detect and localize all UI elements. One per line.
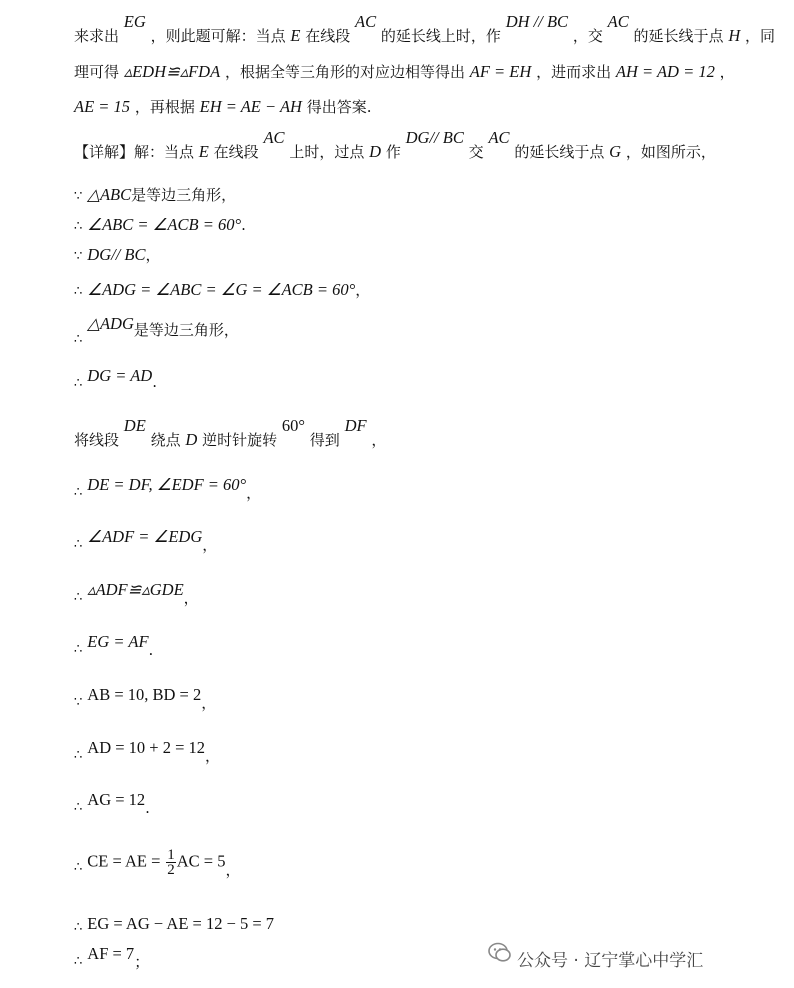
line-19 (74, 848, 240, 877)
text: ， (201, 694, 217, 712)
math: E (198, 142, 209, 161)
math: 60° (281, 416, 305, 435)
text: . (241, 216, 246, 234)
text: . (152, 373, 157, 391)
therefore-symbol: ∴ (74, 219, 83, 234)
because-symbol: ∵ (74, 189, 83, 204)
math: △ADG (87, 314, 134, 333)
text: ， (205, 747, 221, 765)
therefore-symbol: ∴ (74, 590, 83, 605)
text: ，再根据 (134, 98, 195, 116)
line-1 (74, 12, 776, 46)
math: EG = AF (87, 632, 149, 651)
math: ∠ADG = ∠ABC = ∠G = ∠ACB = 60° (87, 280, 356, 299)
math: H (728, 26, 741, 45)
math: DE = DF, ∠EDF = 60° (87, 475, 247, 494)
math: DE (123, 416, 146, 435)
math: AE = 15 (74, 97, 131, 116)
math: DF (344, 416, 367, 435)
text: ，交 (572, 27, 603, 45)
text: ， (225, 860, 241, 879)
line-9 (74, 314, 239, 347)
text: . (145, 799, 150, 817)
line-14 (74, 580, 199, 607)
math: AC (488, 128, 510, 147)
math: AH = AD = 12 (615, 62, 715, 81)
math: AC (355, 12, 377, 31)
fraction-numerator: 1 (167, 847, 175, 863)
text: ， (371, 431, 387, 449)
math: ▵ADF≌▵GDE (87, 580, 184, 599)
math: D (185, 430, 198, 449)
line-2 (74, 62, 735, 82)
watermark-text: 公众号 · 辽宁掌心中学汇 (517, 951, 704, 971)
math: AD = 10 + 2 = 12 (87, 738, 206, 757)
math: G (609, 142, 622, 161)
line-11 (74, 416, 387, 450)
because-symbol: ∵ (74, 249, 83, 264)
math: ∠ADF = ∠EDG (87, 527, 203, 546)
text: 将线段 (74, 431, 120, 449)
math: ∠ABC = ∠ACB = 60° (87, 215, 242, 234)
line-8 (74, 280, 370, 302)
text: ， (246, 484, 262, 502)
line-6 (74, 215, 246, 237)
text: 理可得 (74, 63, 120, 81)
therefore-symbol: ∴ (74, 284, 83, 299)
text: 得出答案. (306, 98, 372, 116)
line-5 (74, 185, 236, 207)
text: 【详解】解：当点 (74, 143, 195, 161)
line-17 (74, 738, 221, 765)
math: DG// BC (405, 128, 464, 147)
text: 是等边三角形， (131, 186, 237, 204)
text: ， (202, 536, 218, 554)
text: ，如图所示， (625, 143, 716, 161)
text: ， (355, 281, 371, 299)
text: ； (134, 953, 150, 971)
therefore-symbol: ∴ (74, 800, 83, 815)
because-symbol: ∵ (74, 695, 83, 710)
math: AC (607, 12, 629, 31)
line-15 (74, 632, 154, 659)
math: AG = 12 (87, 790, 146, 809)
text: 在线段 (213, 143, 259, 161)
therefore-symbol: ∴ (74, 954, 83, 969)
line-21 (74, 944, 150, 971)
text: 交 (468, 143, 484, 161)
therefore-symbol: ∴ (74, 642, 83, 657)
math: DG = AD (87, 366, 153, 385)
line-13 (74, 527, 218, 554)
text: ，根据全等三角形的对应边相等得出 (224, 63, 465, 81)
text: 得到 (309, 431, 340, 449)
text: ， (719, 63, 735, 81)
therefore-symbol: ∴ (74, 485, 83, 500)
math: ▵EDH≌▵FDA (123, 62, 221, 81)
math: AB = 10, BD = 2 (87, 685, 202, 704)
therefore-symbol: ∴ (74, 920, 83, 935)
line-4 (74, 128, 716, 162)
text: ，则此题可解：当点 (150, 27, 286, 45)
line-10 (74, 366, 157, 391)
text: 是等边三角形， (133, 321, 239, 339)
math: △ABC (87, 185, 132, 204)
line-16 (74, 685, 217, 712)
text: ，进而求出 (536, 63, 612, 81)
text: . (148, 641, 154, 659)
therefore-symbol: ∴ (74, 537, 83, 552)
math: AC (263, 128, 285, 147)
text: 逆时针旋转 (202, 431, 278, 449)
math: AF = EH (469, 62, 532, 81)
math: EH = AE − AH (199, 97, 302, 116)
fraction-one-half (166, 848, 176, 877)
line-3 (74, 97, 372, 117)
text: ， (145, 246, 161, 264)
text: 的延长线于点 (514, 143, 605, 161)
math: D (369, 142, 382, 161)
line-7 (74, 245, 161, 267)
text: 绕点 (150, 431, 181, 449)
math: DH // BC (505, 12, 569, 31)
line-20 (74, 914, 274, 936)
because-symbol: ∴ (74, 859, 83, 875)
text: 的延长线上时，作 (380, 27, 501, 45)
therefore-symbol: ∴ (74, 748, 83, 763)
wechat-icon (487, 940, 513, 966)
math: CE = AE = (87, 851, 161, 871)
line-12 (74, 475, 262, 502)
math: E (290, 26, 301, 45)
math: EG (123, 12, 146, 31)
math: EG = AG − AE = 12 − 5 = 7 (87, 914, 275, 933)
text: 在线段 (305, 27, 351, 45)
line-18 (74, 790, 150, 817)
text: 的延长线于点 (633, 27, 724, 45)
text: 上时，过点 (289, 143, 365, 161)
text: 来求出 (74, 27, 120, 45)
text: ， (183, 589, 199, 607)
math: AC = 5 (176, 851, 226, 871)
text: 作 (385, 143, 401, 161)
text: ，同 (745, 27, 776, 45)
math: DG// BC (87, 245, 146, 264)
fraction-denominator: 2 (167, 862, 175, 878)
therefore-symbol: ∴ (74, 376, 83, 391)
therefore-symbol: ∴ (74, 332, 83, 347)
math: AF = 7 (87, 944, 135, 963)
